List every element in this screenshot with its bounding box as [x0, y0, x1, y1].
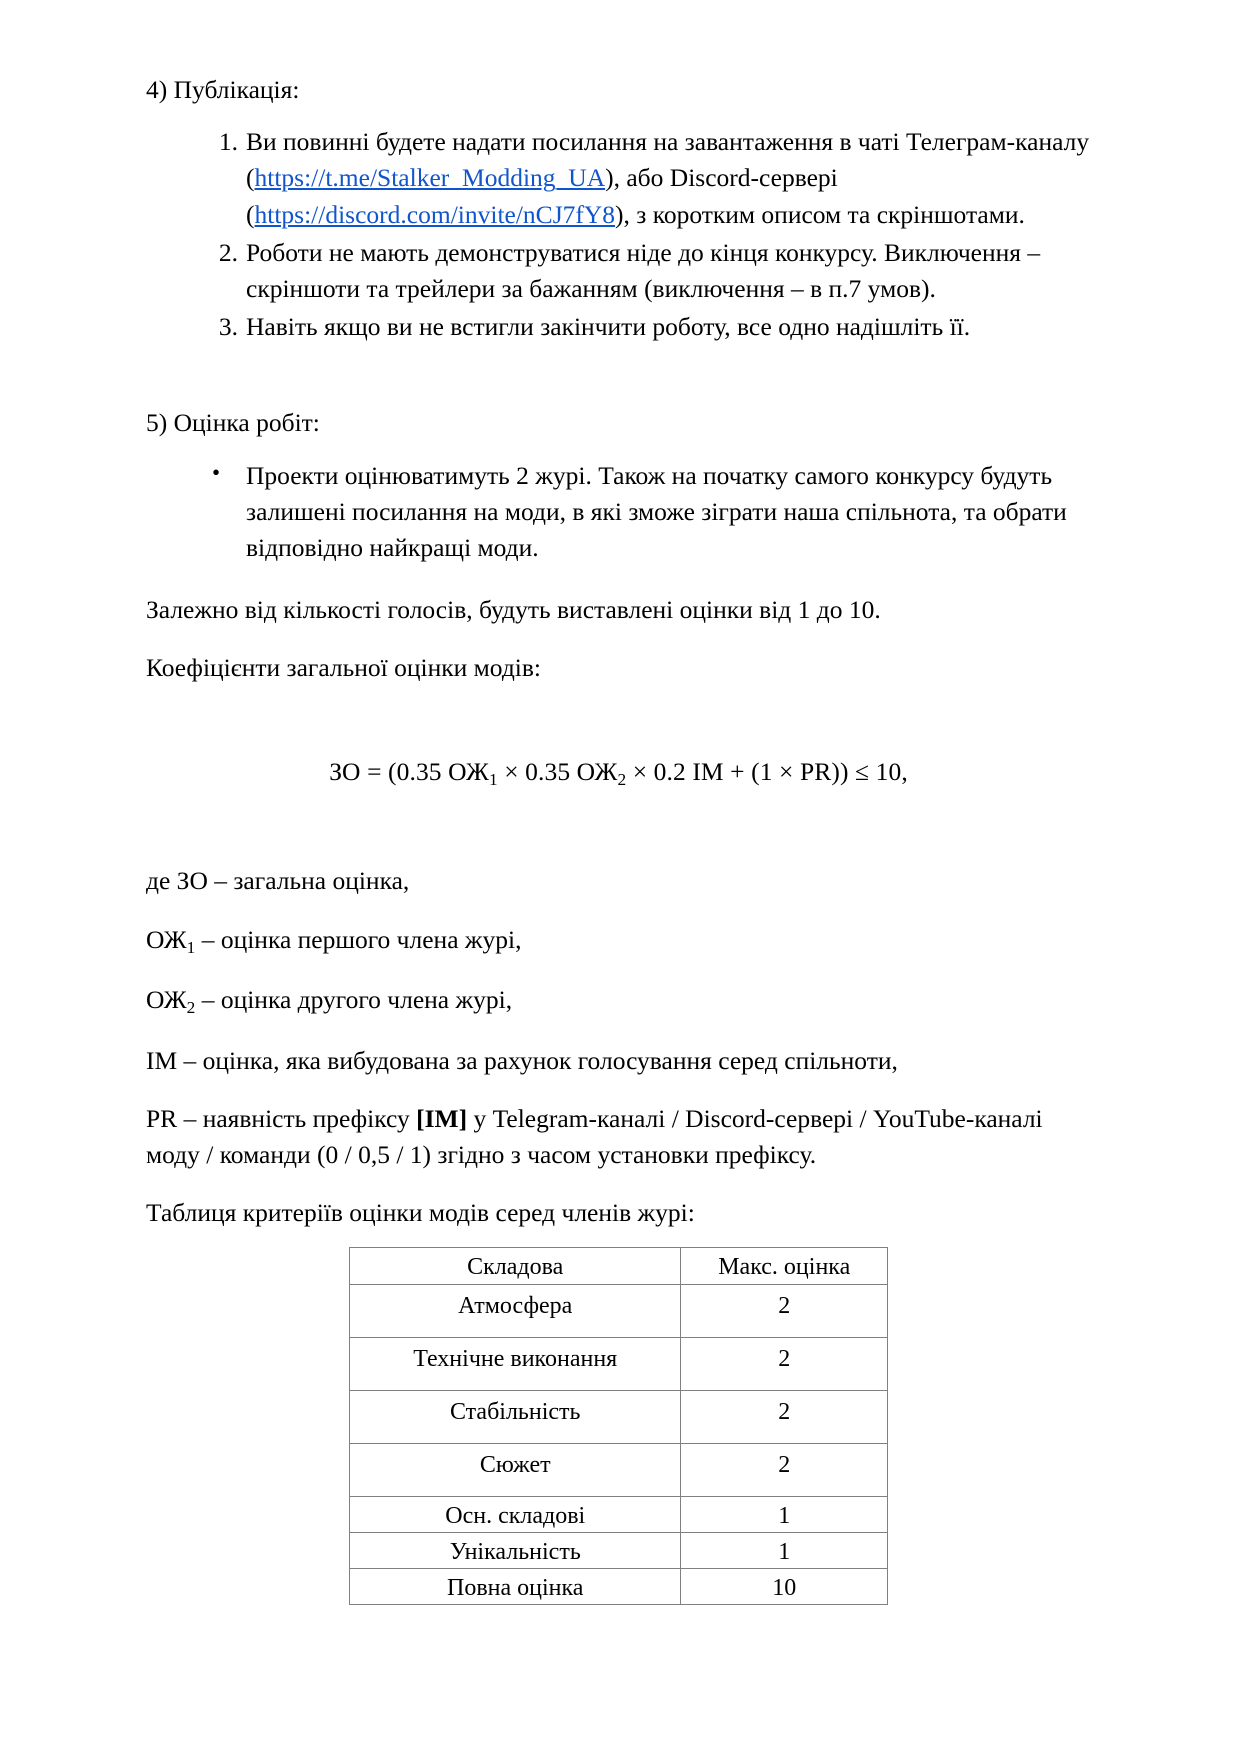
table-row	[350, 1496, 888, 1532]
formula-body-2: × 0.35 ОЖ	[497, 756, 618, 786]
item-1-text-mid: ), або Discord-сервері (	[246, 163, 838, 229]
header-component: Складова	[350, 1248, 681, 1284]
row-score: 1	[681, 1496, 888, 1532]
definition-ozh1-term: ОЖ	[146, 924, 187, 954]
definition-ozh2-term: ОЖ	[146, 985, 187, 1015]
table-row	[350, 1390, 888, 1443]
item-1-text-pre: Ви повинні будете надати посилання на завантаження в чаті Телеграм-каналу (	[246, 127, 1090, 193]
criteria-table	[349, 1247, 888, 1605]
definition-ozh1-subscript: 1	[186, 937, 196, 957]
discord-invite-link[interactable]: https://discord.com/invite/nCJ7fY8	[254, 199, 616, 229]
table-row	[350, 1443, 888, 1496]
definition-pr-post: у Telegram-каналі / Discord-сервері / YouTube-каналі моду / команди (0 / 0,5 / 1) згідно з часом установки префіксу.	[146, 1103, 1043, 1170]
row-name: Стабільність	[350, 1390, 681, 1443]
formula-subscript-2: 2	[617, 769, 627, 789]
publication-steps-list	[146, 124, 1091, 345]
row-name: Осн. складові	[350, 1496, 681, 1532]
spacer	[146, 789, 1091, 863]
definition-pr-prefix-tag: [ІМ]	[416, 1103, 468, 1133]
row-name: Сюжет	[350, 1443, 681, 1496]
definition-im: ІМ – оцінка, яка вибудована за рахунок голосування серед спільноти,	[146, 1045, 898, 1075]
formula-subscript-1: 1	[488, 769, 498, 789]
definition-zo: де ЗО – загальна оцінка,	[146, 866, 410, 896]
row-score: 2	[681, 1390, 888, 1443]
row-score: 2	[681, 1284, 888, 1337]
list-item	[210, 458, 1091, 567]
table-row	[350, 1337, 888, 1390]
list-item	[210, 124, 1091, 233]
definition-ozh2-subscript: 2	[186, 998, 196, 1017]
section-5-heading: 5) Оцінка робіт:	[146, 408, 320, 438]
criteria-table-body	[350, 1248, 888, 1605]
row-score: 2	[681, 1443, 888, 1496]
row-name: Повна оцінка	[350, 1569, 681, 1605]
row-name: Технічне виконання	[350, 1337, 681, 1390]
formula-equals: =	[367, 756, 382, 786]
row-score: 1	[681, 1532, 888, 1568]
spacer	[146, 709, 1091, 757]
telegram-channel-link[interactable]: https://t.me/Stalker_Modding_UA	[254, 163, 606, 193]
votes-paragraph: Залежно від кількості голосів, будуть виставлені оцінки від 1 до 10.	[146, 595, 881, 625]
definition-ozh1-text: – оцінка першого члена журі,	[195, 924, 522, 954]
spacer	[146, 347, 1091, 405]
row-name: Унікальність	[350, 1532, 681, 1568]
row-score: 10	[681, 1569, 888, 1605]
section-4-heading: 4) Публікація:	[146, 75, 300, 104]
item-1-text-post: ), з коротким описом та скріншотами.	[615, 199, 1025, 229]
criteria-table-wrapper	[146, 1247, 1091, 1605]
formula-body-1: (0.35 ОЖ	[388, 756, 489, 786]
table-caption: Таблиця критеріїв оцінки модів серед членів журі:	[146, 1198, 695, 1228]
formula-body-3: × 0.2 ІМ + (1 × PR)) ≤ 10,	[626, 756, 908, 786]
list-item	[210, 309, 1091, 345]
definition-ozh1	[146, 922, 1091, 960]
table-row	[350, 1532, 888, 1568]
list-item	[210, 235, 1091, 307]
evaluation-bullet-text: Проекти оцінюватимуть 2 журі. Також на початку самого конкурсу будуть залишені посилання на моди, в які зможе зіграти наша спільнота, та обрати відповідно найкращі моди.	[246, 460, 1067, 563]
item-2-text: Роботи не мають демонструватися ніде до кінця конкурсу. Виключення – скріншоти та трейлери за бажанням (виключення – в п.7 умов).	[246, 237, 1041, 304]
formula-lhs: ЗО	[329, 756, 361, 786]
row-name: Атмосфера	[350, 1284, 681, 1337]
spacer	[146, 566, 1091, 592]
definition-pr	[146, 1101, 1091, 1173]
evaluation-bullet-list	[146, 458, 1091, 567]
table-row	[350, 1284, 888, 1337]
header-max-score: Макс. оцінка	[681, 1248, 888, 1284]
item-3-text: Навіть якщо ви не встигли закінчити роботу, все одно надішліть її.	[246, 312, 971, 342]
definition-ozh2-text: – оцінка другого члена журі,	[195, 985, 513, 1015]
grade-formula	[146, 757, 1091, 790]
row-score: 2	[681, 1337, 888, 1390]
definition-pr-pre: PR – наявність префіксу	[146, 1103, 417, 1133]
table-header-row	[350, 1248, 888, 1284]
coefficients-paragraph: Коефіцієнти загальної оцінки модів:	[146, 653, 542, 683]
table-row	[350, 1569, 888, 1605]
definition-ozh2	[146, 982, 1091, 1020]
